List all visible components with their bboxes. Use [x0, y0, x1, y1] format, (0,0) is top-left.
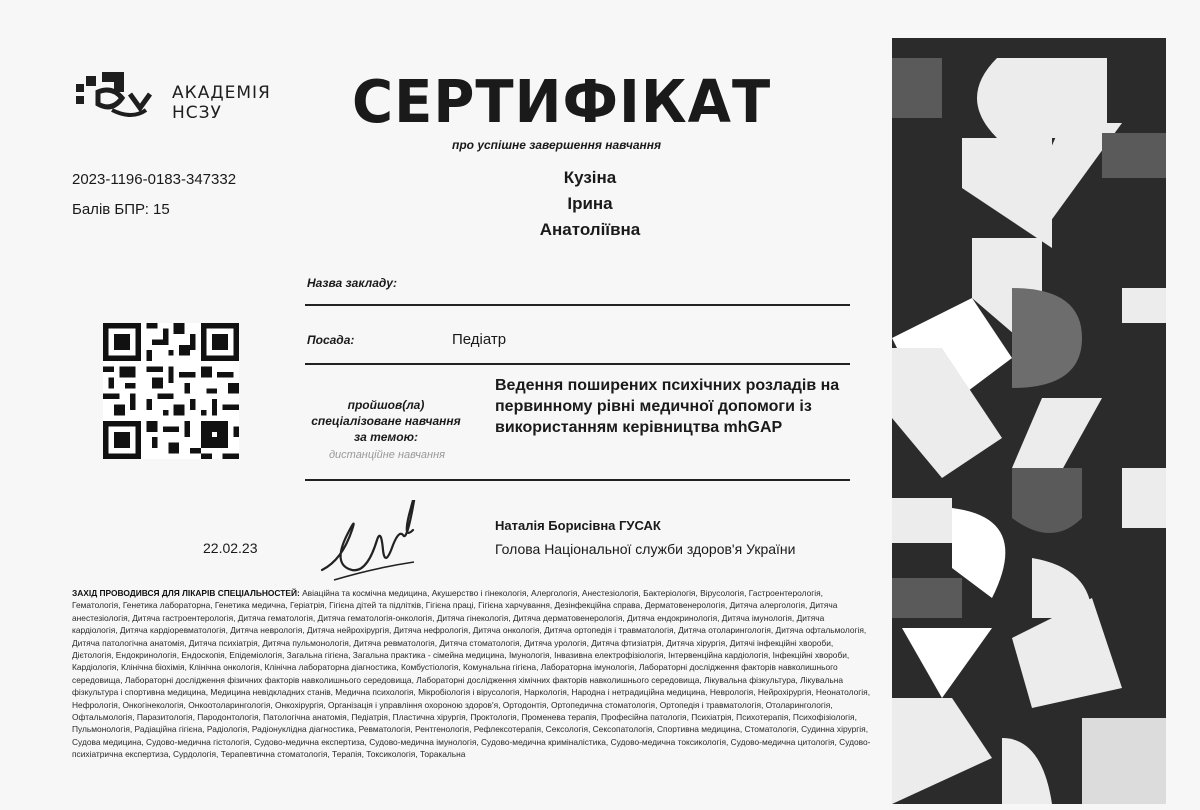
recipient-surname: Кузіна [563, 168, 617, 187]
specialties-list [72, 587, 872, 805]
position-label: Посада: [307, 333, 355, 347]
logo-line2: НСЗУ [172, 103, 222, 123]
score-text: Балів БПР: 15 [72, 201, 170, 218]
recipient-first-name: Ірина [567, 194, 613, 213]
signer-role: Голова Національної служби здоров'я України [495, 541, 796, 557]
signer-name: Наталія Борисівна ГУСАК [495, 518, 661, 533]
recipient-patronymic: Анатоліївна [539, 220, 641, 239]
divider-line [305, 479, 850, 481]
certificate-id: 2023-1196-0183-347332 [72, 171, 237, 188]
logo-line1: АКАДЕМІЯ [172, 83, 271, 103]
divider-line [305, 304, 850, 306]
course-topic: Ведення поширених психічних розладів на первинному рівні медичної допомоги із використанням керівництва mhGAP [495, 377, 840, 436]
certificate-title: СЕРТИФІКАТ [352, 68, 772, 137]
specialties-heading: ЗАХІД ПРОВОДИВСЯ ДЛЯ ЛІКАРІВ СПЕЦІАЛЬНОСТЕЙ: [72, 588, 300, 598]
study-form: дистанційне навчання [328, 449, 446, 461]
certificate-subtitle: про успішне завершення навчання [452, 138, 662, 152]
recipient-name [480, 165, 700, 243]
specialties-text: Авіаційна та космічна медицина, Акушерство і гінекологія, Алергологія, Анестезіологія, Бактеріологія, Вірусологія, Гастроентерологія, Гематологія, Генетика лабораторна, Генетика медична, Геріатрія, Гігієна дітей та підлітків, Гігієна праці, Гігієна харчування, Дезінфекційна справа, Дерматовенерологія, Дитяча алергологія, Дитяча анестезіологія, Дитяча гастроентерологія, Дитяча гематологія, Дитяча гематологія-онкологія, Дитяча гінекологія, Дитяча дерматовенерологія, Дитяча ендокринологія, Дитяча імунологія, Дитяча кардіологія, Дитяча кардіоревматологія, Дитяча неврологія, Дитяча нейрохірургія, Дитяча нефрологія, Дитяча онкологія, Дитяча ортопедія і травматологія, Дитяча отоларингологія, Дитяча офтальмологія, Дитяча патологічна анатомія, Дитяча психіатрія, Дитяча пульмонологія, Дитяча ревматологія, Дитяча стоматологія, Дитяча урологія, Дитяча фтизіатрія, Дитяча хірургія, Дитячі інфекційні хвороби, Дієтологія, Ендокринологія, Ендоскопія, Епідеміологія, Загальна гігієна, Загальна практика - сімейна медицина, Імунологія, Інвазивна електрофізіологія, Інтервенційна кардіологія, Інфекційні хвороби, Кардіологія, Клінічна біохімія, Клінічна онкологія, Клінічна лабораторна діагностика, Комбустіологія, Комунальна гігієна, Лабораторна імунологія, Лабораторні дослідження факторів навколишнього середовища, Лабораторні дослідження фізичних факторів навколишнього середовища, Лабораторні дослідження хімічних факторів навколишнього середовища, Лікувальна фізкультура, Лікувальна фізкультура і спортивна медицина, Медицина невідкладних станів, Медична психологія, Мікробіологія і вірусологія, Наркологія, Народна і нетрадиційна медицина, Неврологія, Нейрохірургія, Неонатологія, Нефрологія, Онкогінекологія, Онкоотоларингологія, Онкохірургія, Організація і управління охороною здоров'я, Ортодонтія, Ортопедична стоматологія, Ортопедія і травматологія, Отоларингологія, Офтальмологія, Паразитологія, Пародонтологія, Патологічна анатомія, Педіатрія, Пластична хірургія, Проктологія, Променева терапія, Професійна патологія, Психіатрія, Психотерапія, Психофізіологія, Пульмонологія, Радіаційна гігієна, Радіологія, Радіонуклідна діагностика, Ревматологія, Рентгенологія, Рефлексотерапія, Сексологія, Сексопатологія, Спортивна медицина, Стоматологія, Судинна хірургія, Судова медицина, Судово-медична гістологія, Судово-медична експертиза, Судово-медична імунологія, Судово-медична криміналістика, Судово-медична токсикологія, Судово-медична цитологія, Судово-психіатрична експертиза, Сурдологія, Терапевтична стоматологія, Терапія, Токсикологія, Торакальна [72, 588, 871, 760]
study-label: пройшов(ла) спеціалізоване навчання за темою: [311, 398, 461, 444]
handwritten-signature [312, 500, 452, 590]
qr-code [102, 323, 240, 459]
decorative-pattern-panel [892, 38, 1166, 804]
issue-date: 22.02.23 [203, 540, 258, 556]
logo-text [172, 83, 271, 123]
institution-label: Назва закладу: [307, 276, 397, 290]
position-value: Педіатр [452, 331, 507, 348]
divider-line [305, 363, 850, 365]
